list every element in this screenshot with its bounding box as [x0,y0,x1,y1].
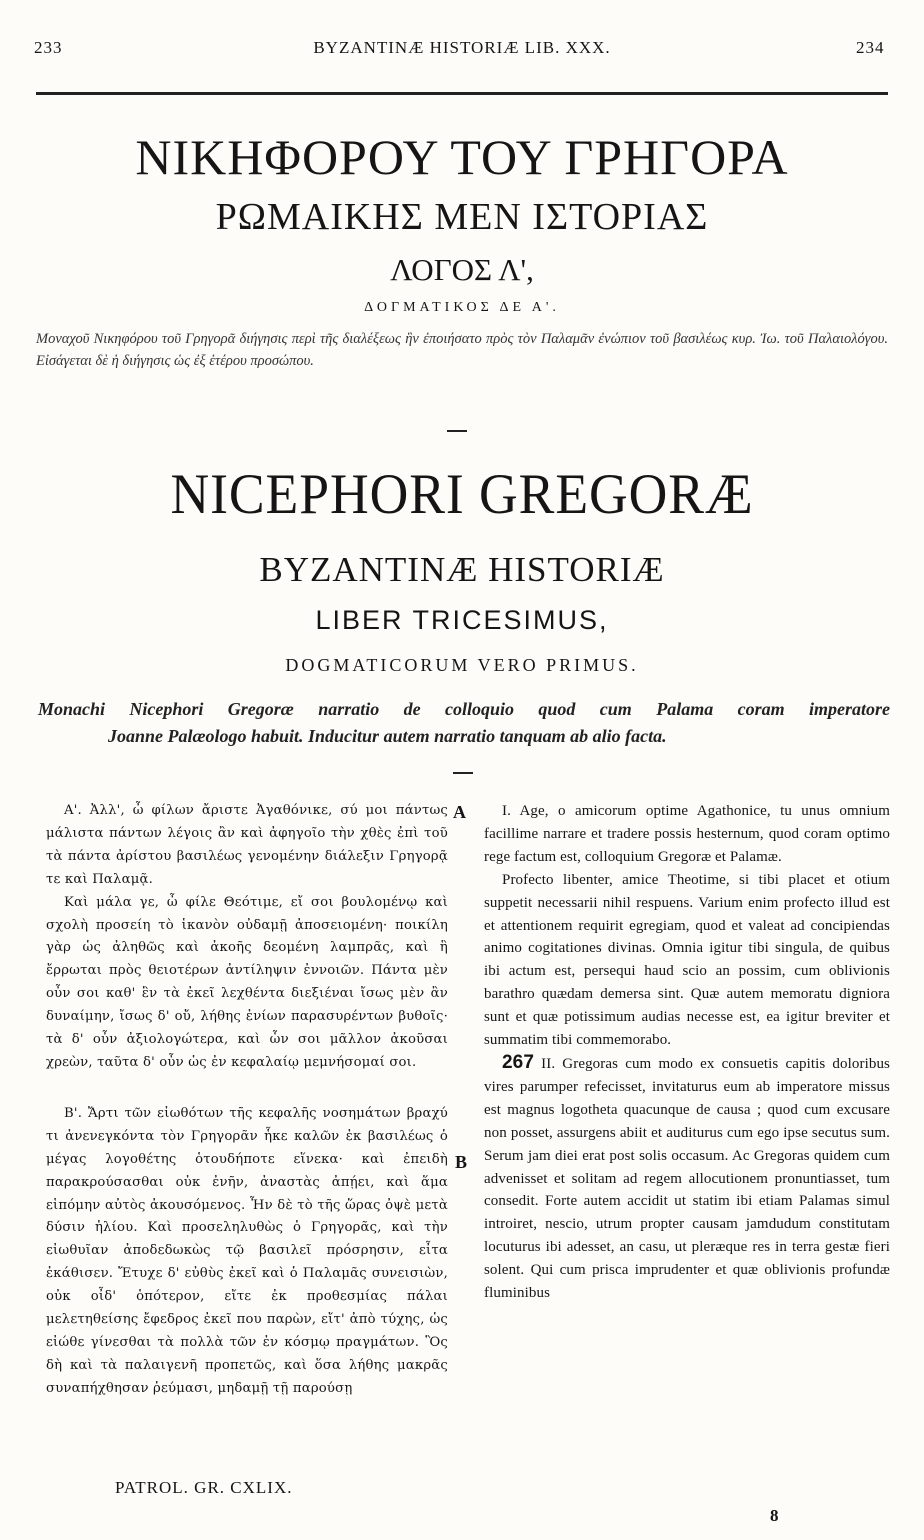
margin-mark-a: A [453,802,466,822]
running-title: BYZANTINÆ HISTORIÆ LIB. XXX. [313,38,611,57]
section-dash [453,772,473,774]
latin-intro-line-1: Monachi Nicephori Gregoræ narratio de colloquio quod cum Palama coram imperatore [38,699,890,719]
latin-paragraph-2: Profecto libenter, amice Theotime, si tibi placet et otium suppetit necessarii nihil respuens. Varium enim profecto illud est et attentionem requirit egregiam, quod et valeat ad concipiendas animo cogitationes divinas. Omnia igitur tibi singula, de quibus ibi actum est, persequi haud scio an possim, cum oblivionis barathro quædam demersa sint. Quæ autem memoratu digniora sunt et quæ potissimum audias necesse est, ea igitur breviter et summatim tibi commemorabo. [484,871,890,1049]
latin-book: LIBER TRICESIMUS, [315,605,609,635]
latin-column [484,800,890,1305]
greek-intro: Μοναχοῦ Νικηφόρου τοῦ Γρηγορᾶ διήγησις περὶ τῆς διαλέξεως ἣν ἐποιήσατο πρὸς τὸν Παλαμᾶν ἐνώπιον τοῦ βασιλέως κυρ. Ἰω. τοῦ Παλαιολόγου. Εἰσάγεται δὲ ἡ διήγησις ὡς ἐξ ἑτέρου προσώπου. [36,331,888,369]
page-number-left: 233 [34,38,63,57]
latin-intro-line-2: Joanne Palæologo habuit. Inducitur autem narratio tanquam ab alio facta. [108,726,667,746]
greek-dogmatic: ΔΟΓΜΑΤΙΚΟΣ ΔΕ Α'. [364,300,560,315]
greek-subtitle: ΡΩΜΑΙΚΗΣ ΜΕΝ ΙΣΤΟΡΙΑΣ [215,196,709,238]
latin-paragraph-3-text: II. Gregoras cum modo ex consuetis capitis doloribus vires parumper refecisset, invitaturus eum ab imperatore missus est magnus logotheta quacunque de causa ; quod cum excusare non posset, assurgens abiit et auditurus cum ego ipse secutus sum. Serum jam diei erat post solis occasum. Ac Gregoras quidem cum advenisset et solitam ad regem allocutionem pronuntiasset, tum consedit. Forte autem accidit ut statim ibi etiam Palamas simul introiret, nescio, utrum propter causam jamdudum constitutam locuturus ibi adesset, an casu, ut pleræque res in terra gestæ fieri solent. Qui cum prisca imprudenter et quæ oblivionis profundæ fluminibus [484,1055,890,1302]
greek-title: ΝΙΚΗΦΟΡΟΥ ΤΟΥ ΓΡΗΓΟΡΑ [135,129,789,185]
latin-title: NICEPHORI GREGORÆ [170,463,754,526]
latin-paragraph-3 [484,1052,890,1305]
greek-paragraph-2: Καὶ μάλα γε, ὦ φίλε Θεότιμε, εἴ σοι βουλομένῳ καὶ σχολὴ προσείη τὸ ἱκανὸν οὐδαμῇ ἀποσειομένη· ποικίλη γὰρ ὡς ἀληθῶς καὶ ἀκοῆς δεομένη λαμπρᾶς, καὶ ἣ ἔρρωται πρὸς θειοτέρων ἀντίληψιν ἐννοιῶν. Πάντα μὲν οὖν σοι καθ' ἓν τὰ ἐκεῖ λεχθέντα διεξιέναι ἴσως μὲν ἂν δυναίμην, ἴσως δ' οὔ, λήθης ἐνίων παρασυρέντων βυθοῖς· τὰ δ' οὖν ἀξιολογώτερα, καὶ ὧν σοι μᾶλλον ἀκοῦσαι χρεὼν, ταῦτα δ' οὖν ὡς ἐν κεφαλαίῳ μεμνήσομαί σοι. [46,894,448,1070]
section-dash [447,430,467,432]
greek-paragraph-1: Α'. Ἀλλ', ὦ φίλων ἄριστε Ἀγαθόνικε, σύ μοι πάντως μάλιστα πάντων λέγοις ἂν καὶ ἀφηγοῖο τὴν χθὲς ἐπὶ τοῦ τὰ πάντα ἀρίστου βασιλέως γενομένην διάλεξιν Γρηγορᾷ τε καὶ Παλαμᾷ. [46,803,448,887]
latin-intro [38,696,890,750]
greek-column [46,800,448,1401]
latin-subtitle: BYZANTINÆ HISTORIÆ [259,550,665,589]
migne-column-number: 267 [502,1051,535,1073]
page-number-right: 234 [856,38,885,57]
greek-paragraph-3: Β'. Ἄρτι τῶν εἰωθότων τῆς κεφαλῆς νοσημάτων βραχύ τι ἀνενεγκόντα τὸν Γρηγορᾶν ἧκε καλῶν ἐκ βασιλέως ὁ μέγας λογοθέτης ὁτουδήποτε εἵνεκα· καὶ ἐπειδὴ παρακρούσασθαι οὐκ ἐνῆν, ἀναστὰς ἀπῄει, καὶ ἅμα εἱπόμην αὐτὸς ἀκουσόμενος. Ἦν δὲ τὸ τῆς ὥρας ὀψὲ μετὰ δύσιν ἡλίου. Καὶ προσεληλυθὼς ὁ Γρηγορᾶς, καὶ τὴν εἰωθυῖαν ἀποδεδωκὼς τῷ βασιλεῖ πρόσρησιν, εἶτα ἐκάθισεν. Ἔτυχε δ' εὐθὺς ἐκεῖ καὶ ὁ Παλαμᾶς συνεισιὼν, οὐκ οἶδ' ὁπότερον, εἴτε ἐκ προθεσμίας πάλαι μελετηθείσης ἔφεδρος ἐκεῖ που παρὼν, εἴτ' ἀπὸ τύχης, ὡς εἰώθε γίνεσθαι τὰ πολλὰ τῶν ἐν κόσμῳ πραγμάτων. Ὃς δὴ καὶ τὰ παλαιγενῆ προπετῶς, καὶ ὅσα λήθης μακρᾶς συναπήχθησαν ῥεύμασι, μηδαμῇ τῇ παρούσῃ [46,1105,448,1396]
patrol-footer: PATROL. GR. CXLIX. [115,1478,293,1497]
header-rule [36,92,888,95]
greek-book: ΛΟΓΟΣ Λ', [390,252,534,287]
margin-mark-b: B [455,1152,468,1172]
latin-dogmatic: DOGMATICORUM VERO PRIMUS. [285,655,639,675]
signature-mark: 8 [770,1506,779,1525]
latin-paragraph-1: I. Age, o amicorum optime Agathonice, tu unus omnium facillime narrare et tradere possis hesternum, quod coram optimo rege factum est, colloquium Gregoræ et Palamæ. [484,803,890,865]
